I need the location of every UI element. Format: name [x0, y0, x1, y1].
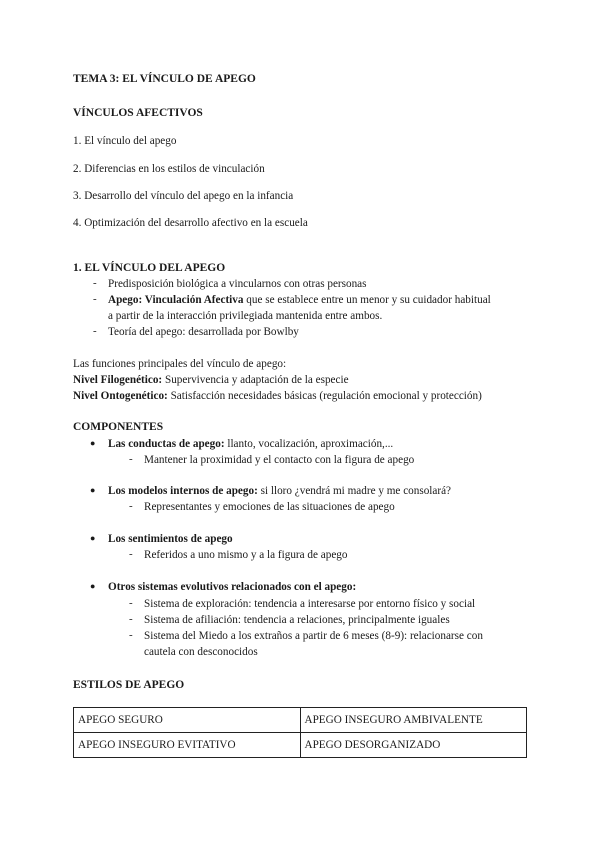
componente-sub: Sistema del Miedo a los extraños a partir de 6 meses (8-9): relacionarse con: [144, 630, 483, 642]
ontogenetico-line: [73, 389, 482, 403]
bullet-dot: ●: [90, 533, 96, 543]
estilos-heading: ESTILOS DE APEGO: [73, 679, 185, 691]
componente-bold: Los modelos internos de apego:: [108, 485, 258, 497]
onto-label: Nivel Ontogenético:: [73, 390, 168, 402]
dash-bullet: -: [129, 629, 133, 641]
estilos-table: [73, 707, 527, 758]
table-row: [74, 733, 527, 758]
dash-bullet: -: [129, 453, 133, 465]
dash-bullet: -: [129, 597, 133, 609]
section1-bullet: Predisposición biológica a vincularnos con otras personas: [108, 278, 367, 290]
toc-item: 4. Optimización del desarrollo afectivo en la escuela: [73, 217, 308, 229]
bullet-dot: ●: [90, 581, 96, 591]
componente-item: [108, 484, 451, 498]
dash-bullet: -: [93, 293, 97, 305]
componente-item: [108, 532, 233, 546]
table-cell: APEGO SEGURO: [74, 708, 301, 733]
toc-item: 2. Diferencias en los estilos de vinculación: [73, 163, 265, 175]
vinculos-heading: VÍNCULOS AFECTIVOS: [73, 107, 203, 119]
section1-bullet-cont: a partir de la interacción privilegiada mantenida entre ambos.: [108, 310, 383, 322]
componente-sub: Representantes y emociones de las situaciones de apego: [144, 501, 395, 513]
componente-bold: Las conductas de apego:: [108, 438, 225, 450]
componente-sub: Sistema de afiliación: tendencia a relaciones, principalmente iguales: [144, 614, 450, 626]
componente-sub: Sistema de exploración: tendencia a interesarse por entorno físico y social: [144, 598, 476, 610]
componente-sub: Referidos a uno mismo y a la figura de apego: [144, 549, 348, 561]
toc-item: 1. El vínculo del apego: [73, 135, 177, 147]
filo-text: Supervivencia y adaptación de la especie: [162, 374, 349, 386]
toc-item: 3. Desarrollo del vínculo del apego en la infancia: [73, 190, 294, 202]
section1-heading: 1. EL VÍNCULO DEL APEGO: [73, 262, 226, 274]
dash-bullet: -: [93, 277, 97, 289]
componente-text: si lloro ¿vendrá mi madre y me consolará?: [257, 485, 452, 497]
dash-bullet: -: [129, 548, 133, 560]
componente-bold: Los sentimientos de apego: [108, 533, 233, 545]
componente-bold: Otros sistemas evolutivos relacionados con el apego:: [108, 581, 357, 593]
componente-item: [108, 437, 393, 451]
componente-text: llanto, vocalización, aproximación,...: [224, 438, 394, 450]
table-cell: APEGO DESORGANIZADO: [300, 733, 527, 758]
componentes-heading: COMPONENTES: [73, 421, 164, 433]
bullet-dot: ●: [90, 438, 96, 448]
componente-item: [108, 580, 356, 594]
table-row: [74, 708, 527, 733]
dash-bullet: -: [129, 613, 133, 625]
document-title: TEMA 3: EL VÍNCULO DE APEGO: [73, 73, 256, 85]
section1-bullet: Teoría del apego: desarrollada por Bowlby: [108, 326, 299, 338]
dash-bullet: -: [93, 325, 97, 337]
section1-bullet: [108, 293, 491, 307]
functions-intro: Las funciones principales del vínculo de apego:: [73, 358, 287, 370]
componente-sub-cont: cautela con desconocidos: [144, 646, 258, 658]
componente-sub: Mantener la proximidad y el contacto con la figura de apego: [144, 454, 415, 466]
table-cell: APEGO INSEGURO AMBIVALENTE: [300, 708, 527, 733]
table-cell: APEGO INSEGURO EVITATIVO: [74, 733, 301, 758]
bullet-text: que se establece entre un menor y su cuidador habitual: [243, 294, 491, 306]
bullet-dot: ●: [90, 485, 96, 495]
filogenetico-line: [73, 373, 349, 387]
filo-label: Nivel Filogenético:: [73, 374, 163, 386]
onto-text: Satisfacción necesidades básicas (regulación emocional y protección): [167, 390, 482, 402]
dash-bullet: -: [129, 500, 133, 512]
bullet-bold: Apego: Vinculación Afectiva: [108, 294, 244, 306]
